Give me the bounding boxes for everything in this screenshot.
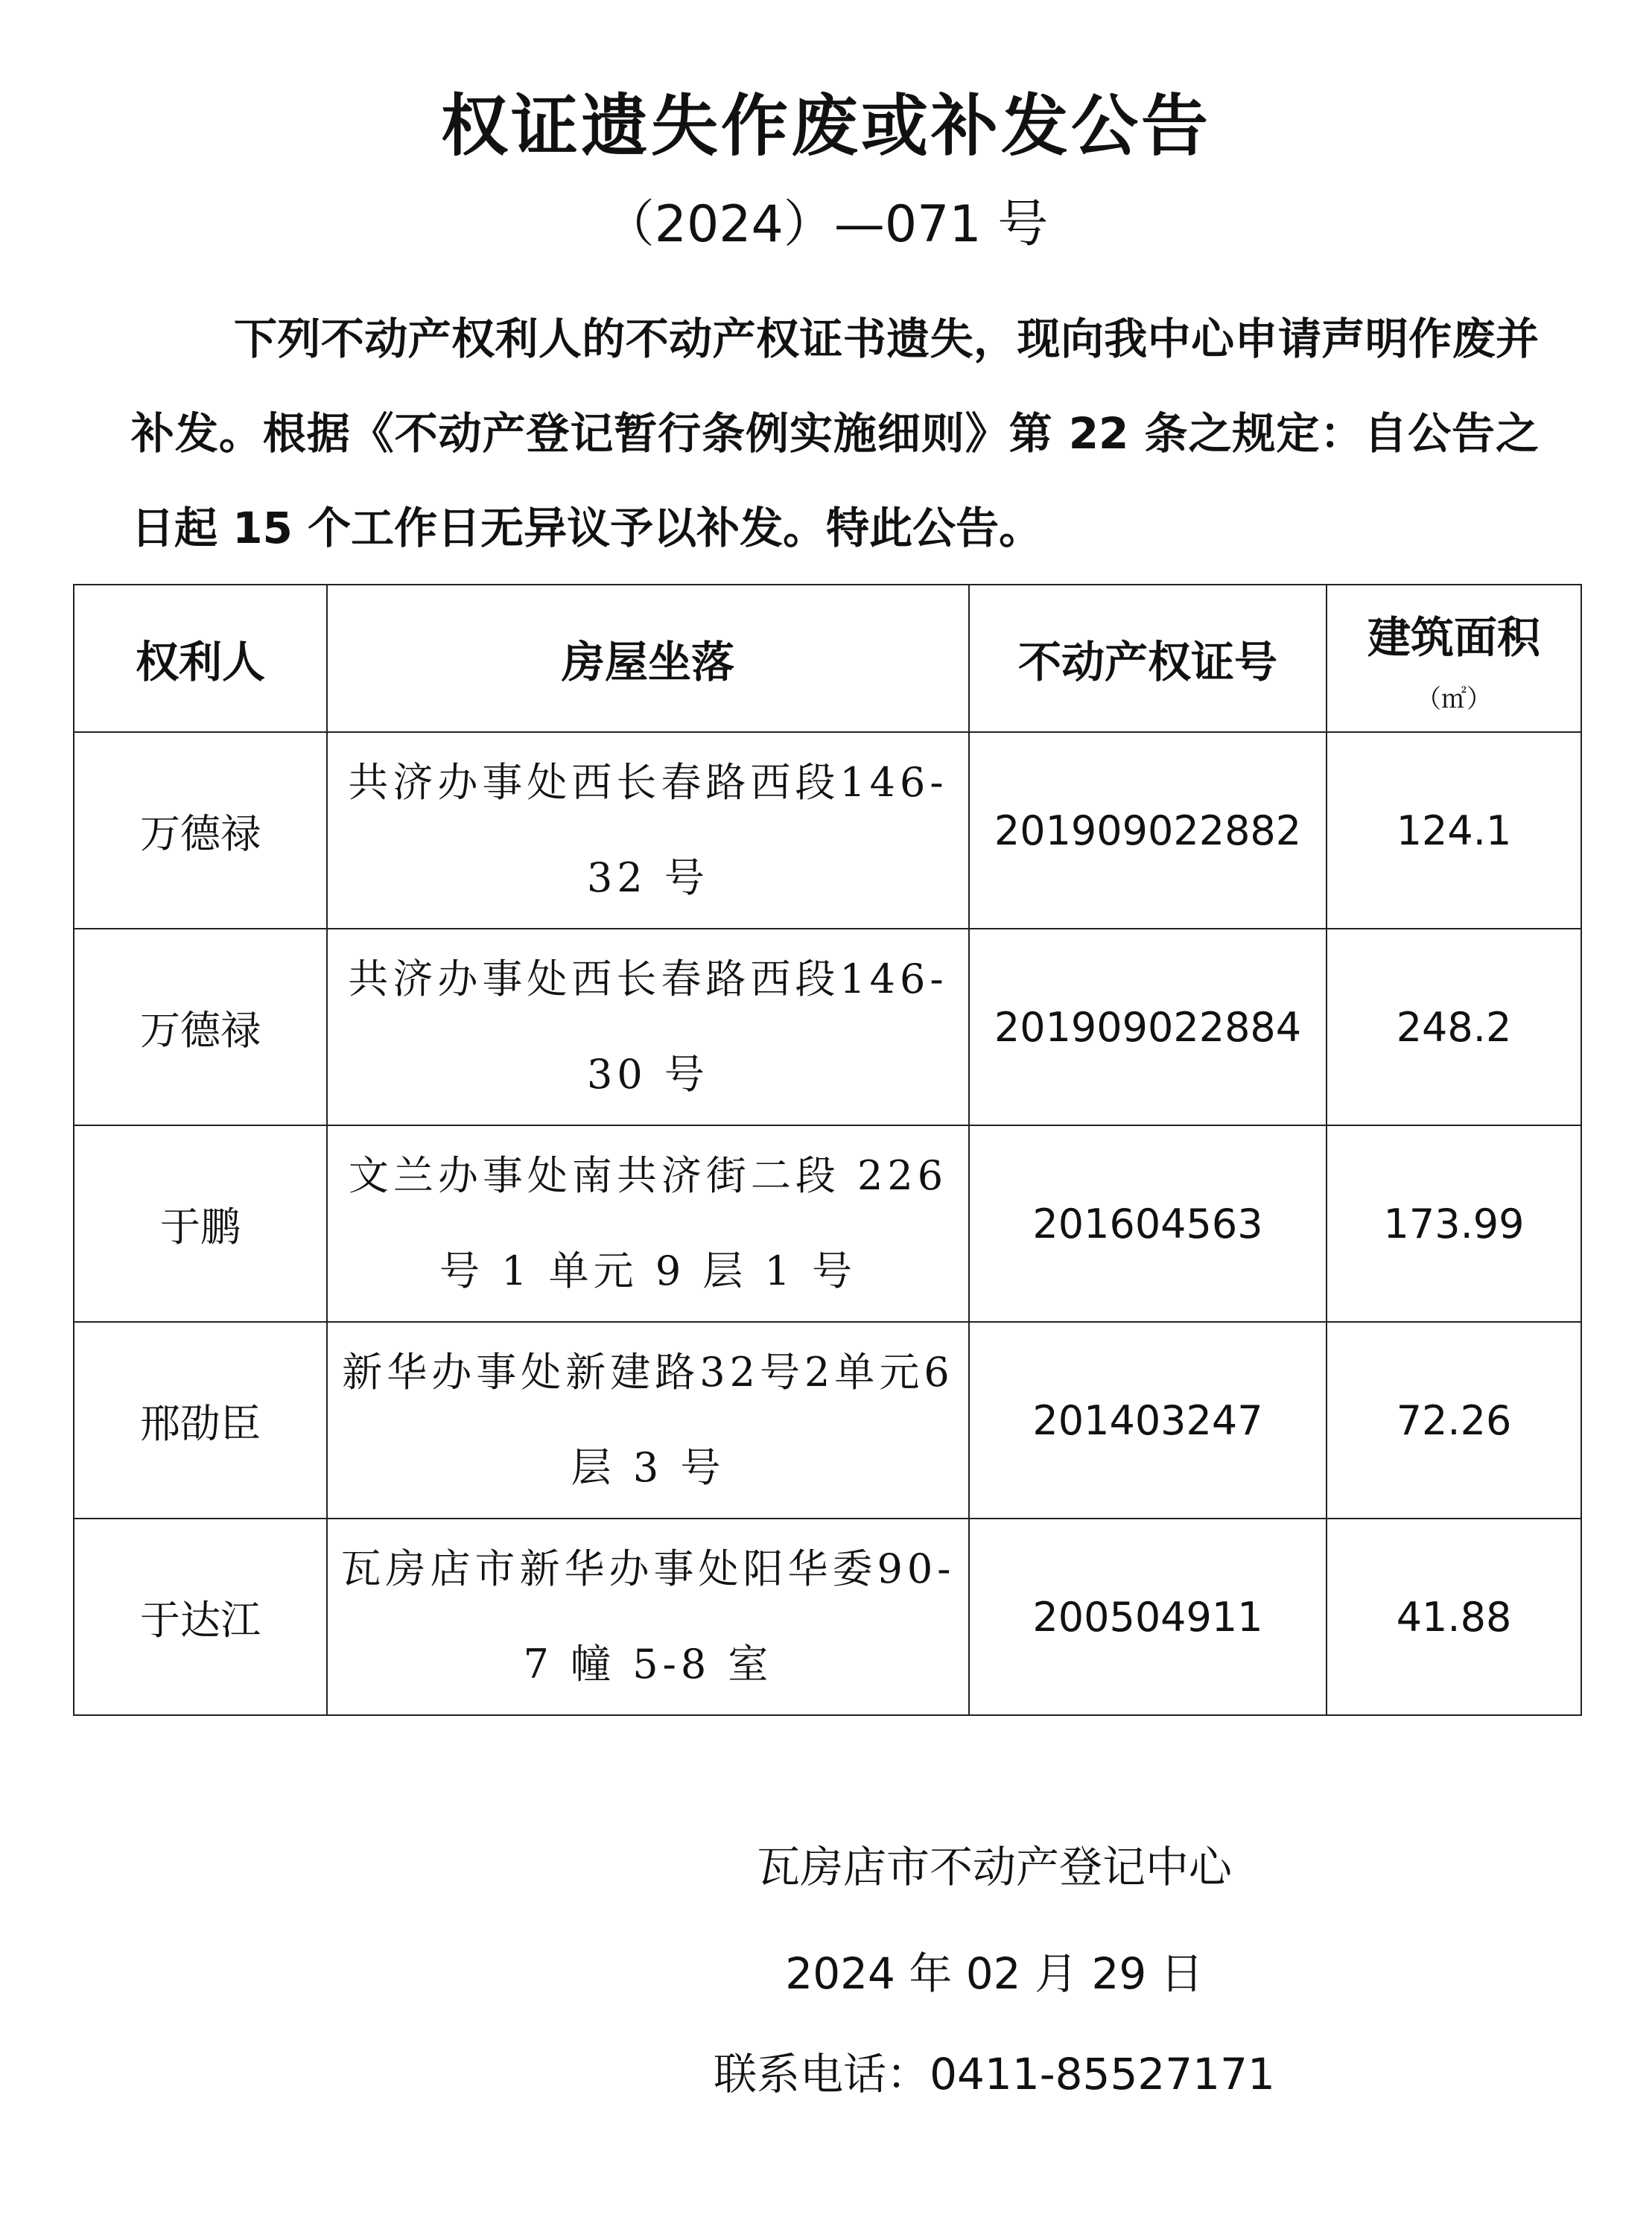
cert-cell: 201403247 [969,1322,1327,1519]
notice-number: （2024）—071 号 [603,195,1049,254]
address-cell: 新华办事处新建路32号2单元6 层 3 号 [327,1322,969,1519]
area-cell: 248.2 [1327,929,1581,1125]
cert-cell: 201909022884 [969,929,1327,1125]
table-header-row [74,585,1581,732]
issue-date: 2024 年 02 月 29 日 [785,1948,1204,1999]
owner-cell: 邢劭臣 [74,1322,327,1519]
address-cell: 文兰办事处南共济街二段 226 号 1 单元 9 层 1 号 [327,1125,969,1322]
area-cell: 173.99 [1327,1125,1581,1322]
table-row [74,1322,1581,1519]
owner-cell: 于达江 [74,1519,327,1715]
records-table [73,584,1582,1716]
contact-phone: 联系电话：0411-85527171 [714,2049,1275,2099]
table-row [74,732,1581,929]
area-cell: 124.1 [1327,732,1581,929]
address-cell: 共济办事处西长春路西段146-30 号 [327,929,969,1125]
cert-cell: 200504911 [969,1519,1327,1715]
owner-cell: 于鹏 [74,1125,327,1322]
header-cert: 不动产权证号 [969,585,1327,732]
header-address: 房屋坐落 [327,585,969,732]
address-cell: 瓦房店市新华办事处阳华委90-7 幢 5-8 室 [327,1519,969,1715]
table-row [74,929,1581,1125]
notice-title: 权证遗失作废或补发公告 [441,87,1211,165]
table-row [74,1519,1581,1715]
notice-body: 下列不动产权利人的不动产权证书遗失，现向我中心申请声明作废并补发。根据《不动产登记暂行条例实施细则》第 22 条之规定：自公告之日起 15 个工作日无异议予以补发。特此公告。 [131,314,1539,553]
owner-cell: 万德禄 [74,929,327,1125]
header-area [1327,585,1581,732]
issuing-organization: 瓦房店市不动产登记中心 [756,1842,1232,1892]
header-area-label: 建筑面积 [1367,611,1540,663]
cert-cell: 201604563 [969,1125,1327,1322]
cert-cell: 201909022882 [969,732,1327,929]
area-cell: 41.88 [1327,1519,1581,1715]
header-area-unit: （㎡） [1416,684,1492,714]
area-cell: 72.26 [1327,1322,1581,1519]
header-owner: 权利人 [74,585,327,732]
table-row [74,1125,1581,1322]
address-cell: 共济办事处西长春路西段146-32 号 [327,732,969,929]
owner-cell: 万德禄 [74,732,327,929]
